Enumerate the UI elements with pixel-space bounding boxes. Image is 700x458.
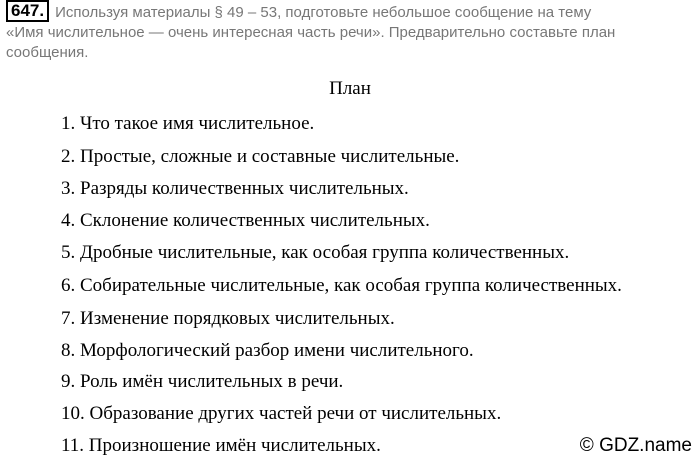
plan-item-8: 8. Морфологический разбор имени числительного. (61, 340, 474, 361)
exercise-line-1 (6, 0, 696, 23)
exercise-text-1: Используя материалы § 49 – 53, подготовьте небольшое сообщение на тему (55, 4, 592, 21)
plan-item-2: 2. Простые, сложные и составные числительные. (61, 146, 460, 167)
plan-item-1: 1. Что такое имя числительное. (61, 113, 315, 134)
plan-item-11: 11. Произношение имён числительных. (61, 435, 381, 456)
exercise-text-3: сообщения. (6, 44, 89, 61)
plan-item-7: 7. Изменение порядковых числительных. (61, 308, 395, 329)
plan-item-9: 9. Роль имён числительных в речи. (61, 371, 344, 392)
exercise-block (6, 0, 696, 63)
plan-item-4: 4. Склонение количественных числительных. (61, 210, 430, 231)
exercise-number: 647. (6, 0, 49, 22)
plan-item-6: 6. Собирательные числительные, как особая группа количественных. (61, 275, 622, 296)
exercise-text-2: «Имя числительное — очень интересная часть речи». Предварительно составьте план (6, 24, 616, 41)
plan-item-5: 5. Дробные числительные, как особая группа количественных. (61, 242, 570, 263)
plan-item-10: 10. Образование других частей речи от числительных. (61, 403, 502, 424)
plan-item-3: 3. Разряды количественных числительных. (61, 178, 409, 199)
plan-title: План (329, 78, 371, 99)
watermark: © GDZ.name (579, 435, 692, 456)
